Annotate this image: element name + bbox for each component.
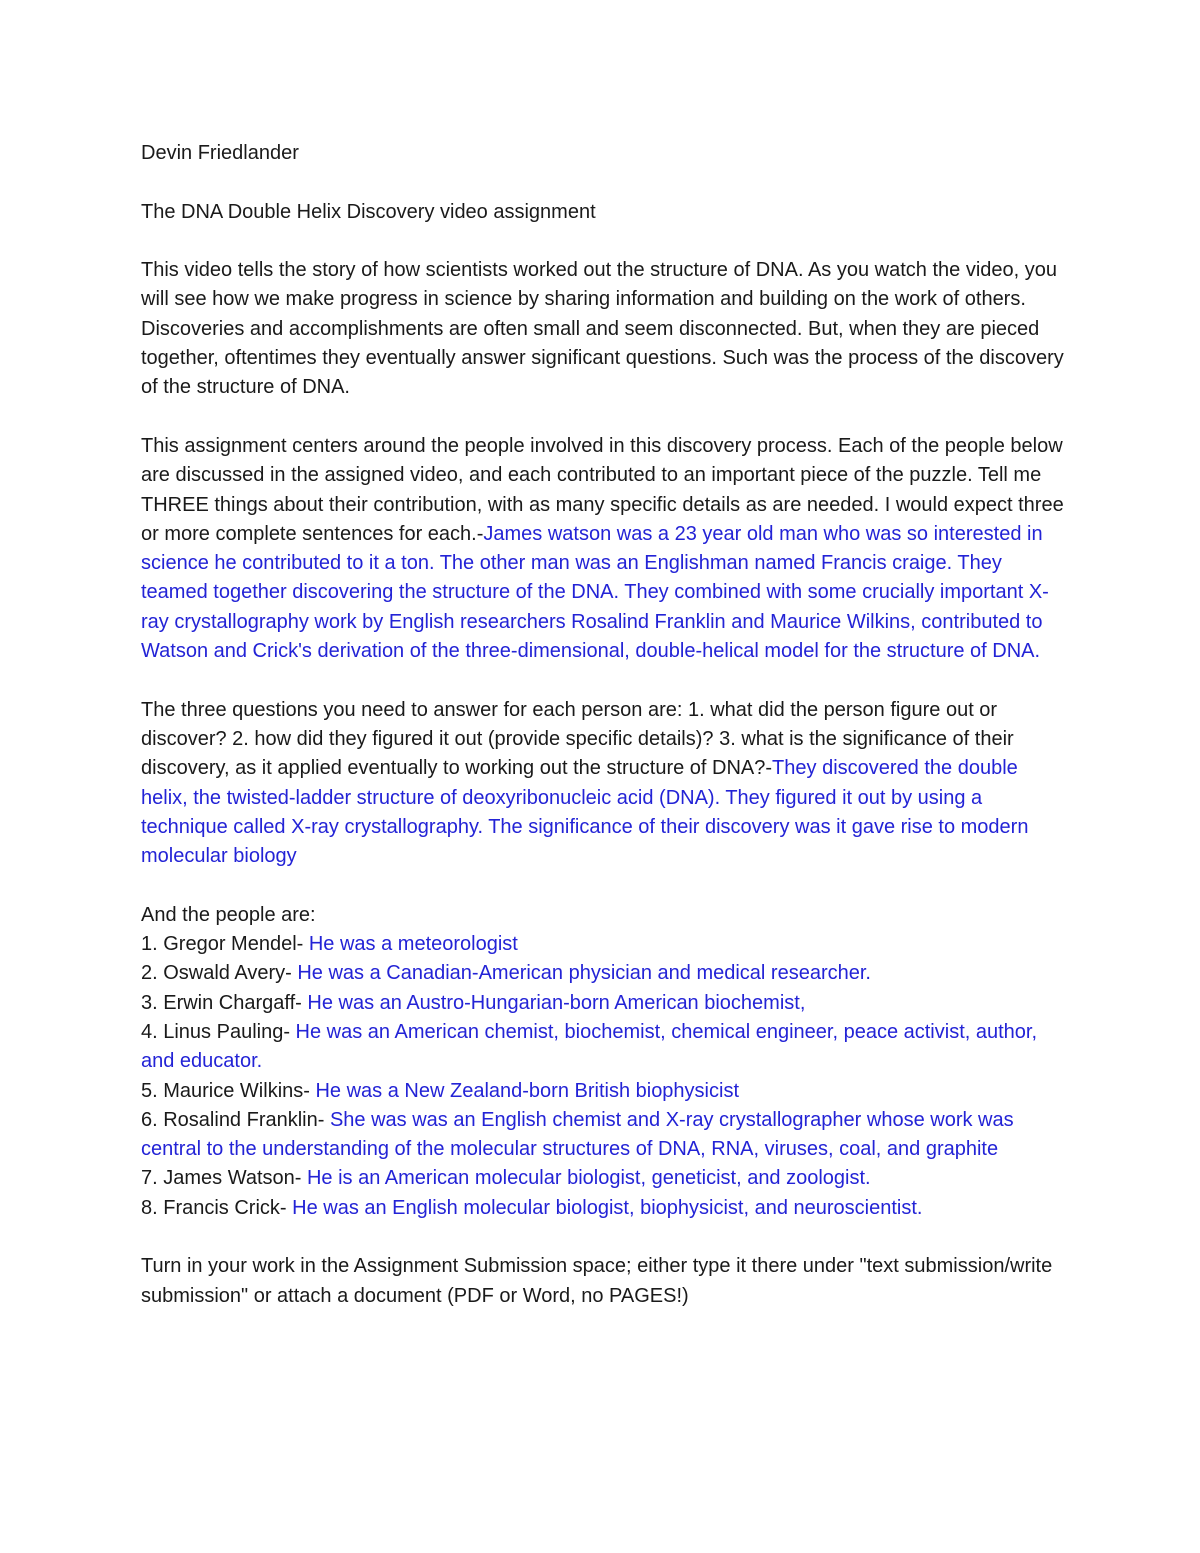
document-title: The DNA Double Helix Discovery video assignment	[141, 200, 596, 223]
person-answer: He was a meteorologist	[308, 933, 518, 956]
person-label: 2. Oswald Avery-	[141, 962, 298, 985]
list-item	[141, 1194, 1066, 1223]
person-label: 5. Maurice Wilkins-	[141, 1079, 316, 1102]
assignment-paragraph	[141, 432, 1066, 666]
person-label: 7. James Watson-	[141, 1167, 307, 1190]
person-answer: He was a Canadian-American physician and medical researcher.	[297, 962, 871, 985]
list-item	[141, 930, 1066, 959]
person-label: 4. Linus Pauling-	[141, 1020, 296, 1043]
person-label: 6. Rosalind Franklin-	[141, 1108, 330, 1131]
list-item	[141, 959, 1066, 988]
person-label: 8. Francis Crick-	[141, 1196, 293, 1219]
list-item	[141, 1164, 1066, 1193]
intro-paragraph: This video tells the story of how scientists worked out the structure of DNA. As you watch the video, you will see how we make progress in science by sharing information and building on the work of others. Discoveries and accomplishments are often small and seem disconnected. But, when they are pieced together, oftentimes they eventually answer significant questions. Such was the process of the discovery of the structure of DNA.	[141, 259, 1064, 399]
people-list	[141, 901, 1066, 1223]
person-answer: He was an Austro-Hungarian-born American biochemist,	[307, 991, 806, 1014]
person-answer: He is an American molecular biologist, geneticist, and zoologist.	[306, 1167, 871, 1190]
person-answer: He was an English molecular biologist, biophysicist, and neuroscientist.	[292, 1196, 923, 1219]
people-heading: And the people are:	[141, 903, 316, 926]
person-answer: She was was an English chemist and X-ray crystallographer whose work was central to the understanding of the molecular structures of DNA, RNA, viruses, coal, and graphite	[141, 1108, 1014, 1161]
list-item	[141, 1018, 1066, 1077]
person-label: 3. Erwin Chargaff-	[141, 991, 308, 1014]
closing-paragraph: Turn in your work in the Assignment Submission space; either type it there under "text submission/write submission" or attach a document (PDF or Word, no PAGES!)	[141, 1255, 1053, 1307]
list-item	[141, 1106, 1066, 1165]
person-answer: He was a New Zealand-born British biophysicist	[315, 1079, 739, 1102]
person-answer: He was an American chemist, biochemist, chemical engineer, peace activist, author, and educator.	[141, 1020, 1038, 1073]
questions-prompt: The three questions you need to answer for each person are: 1. what did the person figure out or discover? 2. how did they figured it out (provide specific details)? 3. what is the significance of their discovery, as it applied eventually to working out the structure of DNA?-	[141, 698, 1014, 780]
list-item	[141, 1077, 1066, 1106]
questions-answer: They discovered the double helix, the twisted-ladder structure of deoxyribonucleic acid (DNA). They figured it out by using a technique called X-ray crystallography. The significance of their discovery was it gave rise to modern molecular biology	[141, 757, 1029, 868]
questions-paragraph	[141, 696, 1066, 872]
assignment-prompt: This assignment centers around the people involved in this discovery process. Each of the people below are discussed in the assigned video, and each contributed to an important piece of the puzzle. Tell me THREE things about their contribution, with as many specific details as are needed. I would expect three or more complete sentences for each.-	[141, 434, 1064, 545]
document-page	[141, 139, 1066, 1340]
person-label: 1. Gregor Mendel-	[141, 933, 309, 956]
list-item	[141, 989, 1066, 1018]
assignment-answer: James watson was a 23 year old man who was so interested in science he contributed to it a ton. The other man was an Englishman named Francis craige. They teamed together discovering the structure of the DNA. They combined with some crucially important X-ray crystallography work by English researchers Rosalind Franklin and Maurice Wilkins, contributed to Watson and Crick's derivation of the three-dimensional, double-helical model for the structure of DNA.	[141, 522, 1049, 663]
author-name: Devin Friedlander	[141, 142, 299, 164]
